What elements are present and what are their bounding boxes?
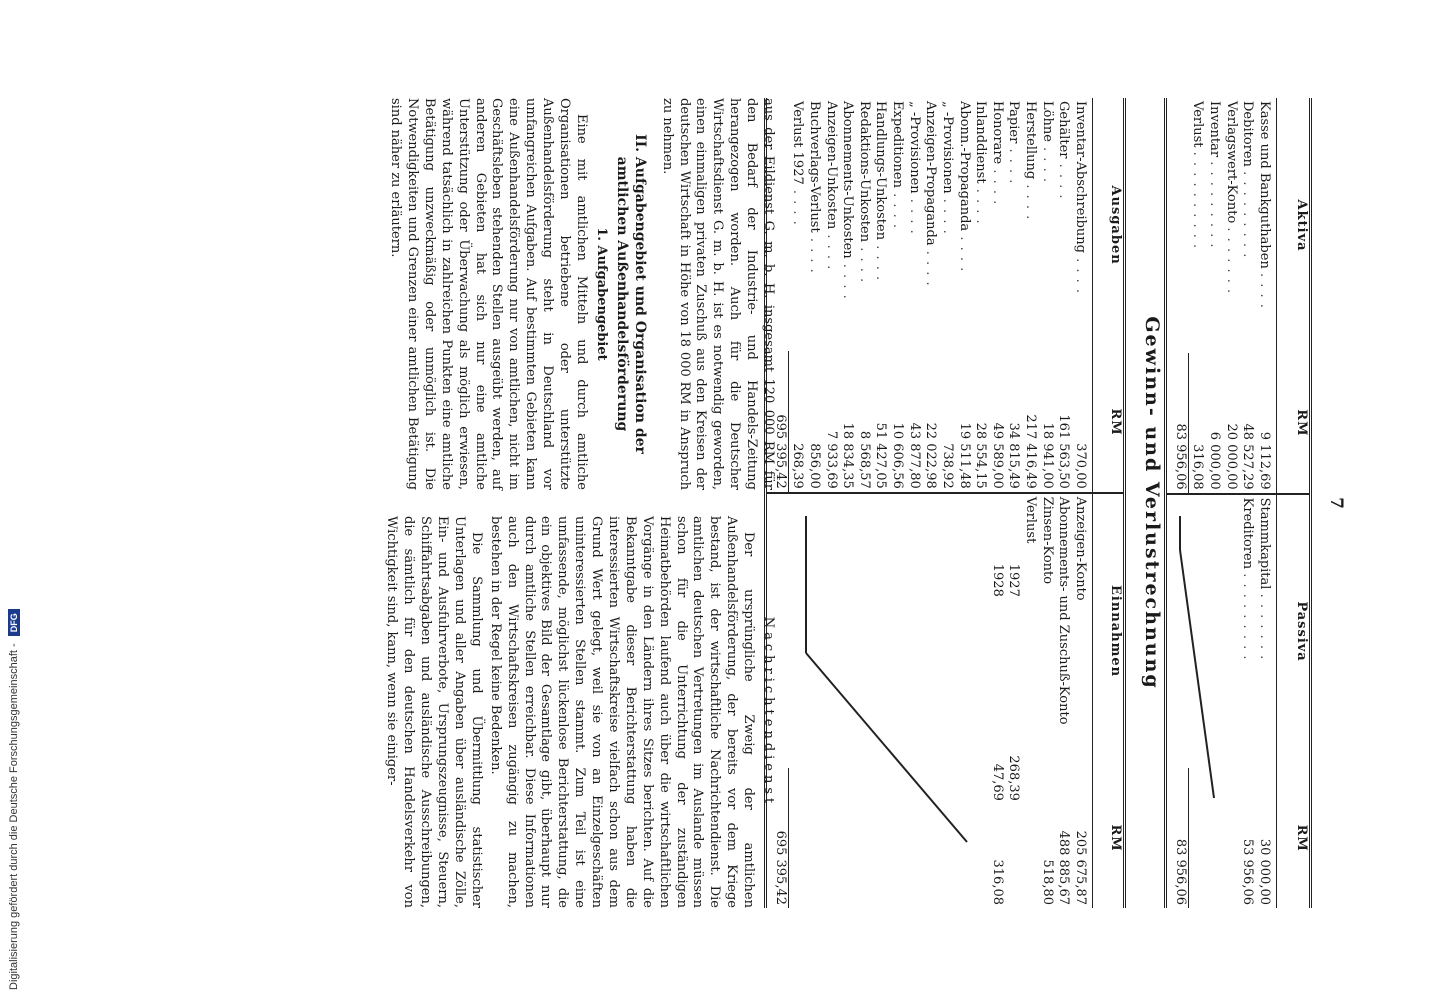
- table-row: [1038, 494, 1055, 908]
- table-row: Handlungs-Unkosten . . . . 51 427,05: [872, 98, 889, 492]
- row-label: Löhne: [1039, 101, 1055, 142]
- nachrichtendienst-heading: Nachrichtendienst: [761, 616, 776, 808]
- table-row: Abonnements-Unkosten . . . . 18 834,35: [839, 98, 856, 492]
- table-row: Gehälter . . . . 161 563,50: [1055, 98, 1072, 492]
- einnahmen-currency-header: RM: [1108, 824, 1123, 852]
- row-amount: 370,00: [1073, 443, 1088, 489]
- row-label: Herstellung: [1023, 101, 1039, 180]
- body-paragraph: Die Sammlung und Übermittlung statistischer Unterlagen und aller Angaben über ausländische Zölle, Ein- und Ausfuhrverbote, Ursprungszeugnisse, Steuern, Schiffahrtsabgaben und ausländische Ausschreibungen, die sämtlich für den deutschen Handelsverkehr von Wichtigkeit sind, kann, wenn sie einiger-: [384, 516, 484, 908]
- table-row: Verlust 1927 . . . . 268,39: [789, 98, 806, 492]
- row-amount: 205 675,87: [1073, 830, 1088, 905]
- row-amount: 20 000,00: [1222, 353, 1239, 494]
- ausgaben-total: 695 395,42: [771, 351, 788, 491]
- table-row: [988, 494, 1005, 908]
- row-label: Handlungs-Unkosten: [873, 101, 889, 241]
- row-amount: 28 554,15: [973, 422, 989, 489]
- table-row: Redaktions-Unkosten . . . . 8 568,57: [855, 98, 872, 492]
- row-label: Abonn.-Propaganda: [956, 101, 972, 232]
- einnahmen-list: [988, 494, 1088, 908]
- table-row: Buchverlags-Verlust . . . . 856,00: [805, 98, 822, 492]
- row-amount: 22 022,98: [923, 422, 939, 489]
- row-amount: 51 427,05: [873, 422, 889, 489]
- right-text-column: [381, 516, 776, 908]
- row-label: Gehälter: [1056, 101, 1072, 159]
- row-amount: 7 933,69: [823, 430, 839, 489]
- passiva-currency-header: RM: [1294, 824, 1309, 852]
- aktiva-header: Aktiva: [1294, 199, 1309, 252]
- table-row: „ -Provisionen . . . . 738,92: [938, 98, 955, 492]
- table-row: Debitoren . . . . . . . . . 48 527,29 Kreditoren . . . . . . . . . 53 956,06: [1239, 98, 1256, 908]
- row-label: Inlanddienst: [973, 101, 989, 184]
- row-amount: 48 527,29: [1239, 353, 1256, 494]
- row-label: Abonnements- und Zuschuß-Konto: [1056, 496, 1072, 725]
- ausgaben-header: Ausgaben: [1108, 185, 1123, 265]
- table-row: [1071, 494, 1088, 908]
- row-amount: 518,80: [1039, 859, 1055, 905]
- ausgaben-currency-header: RM: [1093, 352, 1125, 493]
- row-label: Kasse und Bankguthaben: [1257, 101, 1272, 269]
- row-amount: 18 941,00: [1039, 422, 1055, 489]
- row-amount: 43 877,80: [906, 422, 922, 489]
- row-label: Stammkapital: [1257, 497, 1272, 590]
- row-label: Verlust: [1023, 496, 1039, 544]
- row-label: Verlust: [1190, 101, 1206, 148]
- table-row: Abonn.-Propaganda . . . . 19 511,48: [955, 98, 972, 492]
- table-row: Anzeigen-Unkosten . . . . 7 933,69: [822, 98, 839, 492]
- row-amount: 488 885,67: [1056, 830, 1072, 905]
- row-subamount: [1038, 733, 1055, 804]
- row-label: Kreditoren: [1240, 497, 1256, 570]
- row-amount: 53 956,06: [1240, 838, 1256, 905]
- row-label: Debitoren: [1240, 101, 1256, 167]
- page-number: 7: [1326, 497, 1346, 509]
- ausgaben-list: [789, 98, 1088, 492]
- table-row: Expeditionen . . . . 10 606,56: [889, 98, 906, 492]
- row-amount: 18 834,35: [840, 422, 856, 489]
- document-page: [132, 98, 1346, 908]
- passiva-header: Passiva: [1294, 601, 1309, 662]
- row-amount: 268,39: [790, 443, 806, 489]
- row-label: „ -Provisionen: [906, 101, 922, 194]
- row-amount: 30 000,00: [1257, 838, 1272, 905]
- row-label: Zinsen-Konto: [1039, 496, 1055, 585]
- table-row: Löhne . . . . 18 941,00: [1038, 98, 1055, 492]
- passiva-total: 83 956,06: [1171, 768, 1188, 908]
- row-label: Buchverlags-Verlust: [807, 101, 822, 233]
- body-paragraph: Eine mit amtlichen Mitteln und durch amtliche Organisationen betriebene oder unterstützte Außenhandelsförderung steht in Deutschland vor umfangreichen Aufgaben. Auf bestimmten Gebieten kann eine Außenhandelsförderung nur von amtlichen, nicht im Geschäftsleben stehenden Stellen ausgeübt werden, auf anderen Gebieten hat sich nur eine amtliche Unterstützung oder Überwachung als möglich erwiesen, während tatsächlich in zahlreichen Punkten eine amtliche Betätigung unzweckmäßig oder unmöglich ist. Die Notwendigkeiten und Grenzen einer amtlichen Betätigung sind näher zu erläutern.: [388, 98, 589, 490]
- row-label: 1927: [1006, 563, 1022, 597]
- table-row: [1055, 494, 1072, 908]
- sub-heading: 1. Aufgabengebiet: [593, 227, 609, 361]
- row-label: Honorare: [989, 101, 1005, 165]
- row-amount: 19 511,48: [956, 422, 972, 489]
- row-amount: 8 568,57: [856, 430, 872, 489]
- row-amount: 316,08: [1188, 353, 1205, 494]
- table-row: Verlagswert-Konto . . . . . . . 20 000,00: [1222, 98, 1239, 908]
- table-row: Papier . . . . 34 815,49: [1005, 98, 1022, 492]
- profit-loss-table: [764, 98, 1126, 908]
- row-subamount: [1055, 733, 1072, 804]
- table-row: Inventar . . . . . . . . . 6 000,00: [1206, 98, 1223, 908]
- row-amount: 9 112,69: [1255, 353, 1272, 494]
- dfg-logo: DFG: [8, 609, 20, 636]
- row-label: Redaktions-Unkosten: [856, 101, 872, 243]
- table-row: Honorare . . . . 49 589,00: [988, 98, 1005, 492]
- row-amount: 6 000,00: [1206, 353, 1223, 494]
- table-row: Kasse und Bankguthaben . . . . 9 112,69 Stammkapital . . . . . . . 30 000,00: [1255, 98, 1272, 908]
- rotated-page-content: [132, 98, 1346, 908]
- aktiva-currency-header: RM: [1277, 353, 1311, 494]
- table-row: Verlust . . . . . . . . . . 316,08: [1188, 98, 1205, 908]
- row-label: Inventar: [1207, 101, 1223, 158]
- balance-sheet: [1164, 98, 1312, 908]
- row-amount: 49 589,00: [989, 422, 1005, 489]
- intro-paragraph: aus der Eildienst G. m. b. H. insgesamt 120 000 RM für den Bedarf der Industrie- und Handels-Zeitung herangezogen worden. Auch für die Deutscher Wirtschaftsdienst G. m. b. H. ist es notwendig geworden, einen einmaligen privaten Zuschuß aus den Kreisen der deutschen Wirtschaft in Höhe von 18 000 RM in Anspruch zu nehmen.: [659, 98, 776, 490]
- total-row: [1171, 98, 1188, 908]
- row-amount: 217 416,49: [1023, 414, 1039, 489]
- row-amount: 738,92: [940, 443, 955, 489]
- body-paragraph: Der ursprüngliche Zweig der amtlichen Außenhandelsförderung, der bereits vor dem Kriege bestand, ist der wirtschaftliche Nachrichtendienst. Die amtlichen deutschen Vertretungen im Auslande müssen schon für die Unterrichtung der zuständigen Heimatbehörden laufend auch über die wirtschaftlichen Vorgänge in den Ländern ihres Sitzes berichten. Auf die Bekanntgabe dieser Berichterstattung haben die interessierten Wirtschaftskreise vielfach schon aus dem Grund Wert gelegt, weil sie von an Einzelgeschäften uninteressierten Stellen stammt. Zum Teil ist eine umfassende, möglichst lückenlose Berichterstattung, die ein objektives Bild der Gesamtlage gibt, überhaupt nur durch amtliche Stellen erreichbar. Diese Informationen auch den Wirtschaftskreisen zugängig zu machen, bestehen in der Regel keine Bedenken.: [487, 516, 757, 908]
- row-amount: [1005, 804, 1022, 908]
- section-heading: II. Aufgabengebiet und Organisation der amtlichen Außenhandelsförderung: [614, 134, 648, 454]
- table-row: Herstellung . . . . 217 416,49: [1022, 98, 1039, 492]
- row-label: „ -Provisionen: [940, 101, 955, 194]
- row-label: Papier: [1006, 101, 1022, 144]
- row-subamount: [1071, 733, 1088, 804]
- table-row: [1022, 494, 1039, 908]
- row-amount: 856,00: [807, 443, 822, 489]
- row-amount: 316,08: [989, 859, 1005, 905]
- row-amount: 34 815,49: [1006, 422, 1022, 489]
- row-subamount: 47,69: [989, 763, 1005, 801]
- footer-credit: [8, 609, 20, 990]
- row-label: Anzeigen-Propaganda: [923, 101, 939, 246]
- row-amount: [1022, 804, 1039, 908]
- einnahmen-header: Einnahmen: [1108, 585, 1123, 678]
- row-label: 1928: [989, 563, 1005, 597]
- row-label: Inventar-Abschreibung: [1073, 101, 1088, 253]
- table-row: Inventar-Abschreibung . . . . 370,00: [1071, 98, 1088, 492]
- row-subamount: 268,39: [1006, 755, 1022, 801]
- row-label: Anzeigen-Unkosten: [823, 101, 839, 230]
- table-row: [1005, 494, 1022, 908]
- table-row: „ -Provisionen . . . . 43 877,80: [905, 98, 922, 492]
- left-text-column: [384, 98, 776, 490]
- guv-title: Gewinn- und Verlustrechnung: [1141, 316, 1163, 690]
- row-label: Verlagswert-Konto: [1223, 101, 1239, 224]
- row-label: Verlust 1927: [790, 101, 806, 185]
- row-amount: 10 606,56: [890, 422, 906, 489]
- aktiva-total: 83 956,06: [1171, 353, 1188, 494]
- einnahmen-total: 695 395,42: [771, 768, 788, 909]
- footer-credit-text: Digitalisierung gefördert durch die Deutsche Forschungsgemeinschaft -: [8, 643, 20, 990]
- row-label: Expeditionen: [890, 101, 906, 188]
- table-row: Inlanddienst . . . . 28 554,15: [972, 98, 989, 492]
- row-label: Anzeigen-Konto: [1073, 496, 1088, 601]
- row-label: Abonnements-Unkosten: [840, 101, 856, 259]
- row-amount: 161 563,50: [1056, 414, 1072, 489]
- row-subamount: [1022, 733, 1039, 804]
- table-row: Anzeigen-Propaganda . . . . 22 022,98: [922, 98, 939, 492]
